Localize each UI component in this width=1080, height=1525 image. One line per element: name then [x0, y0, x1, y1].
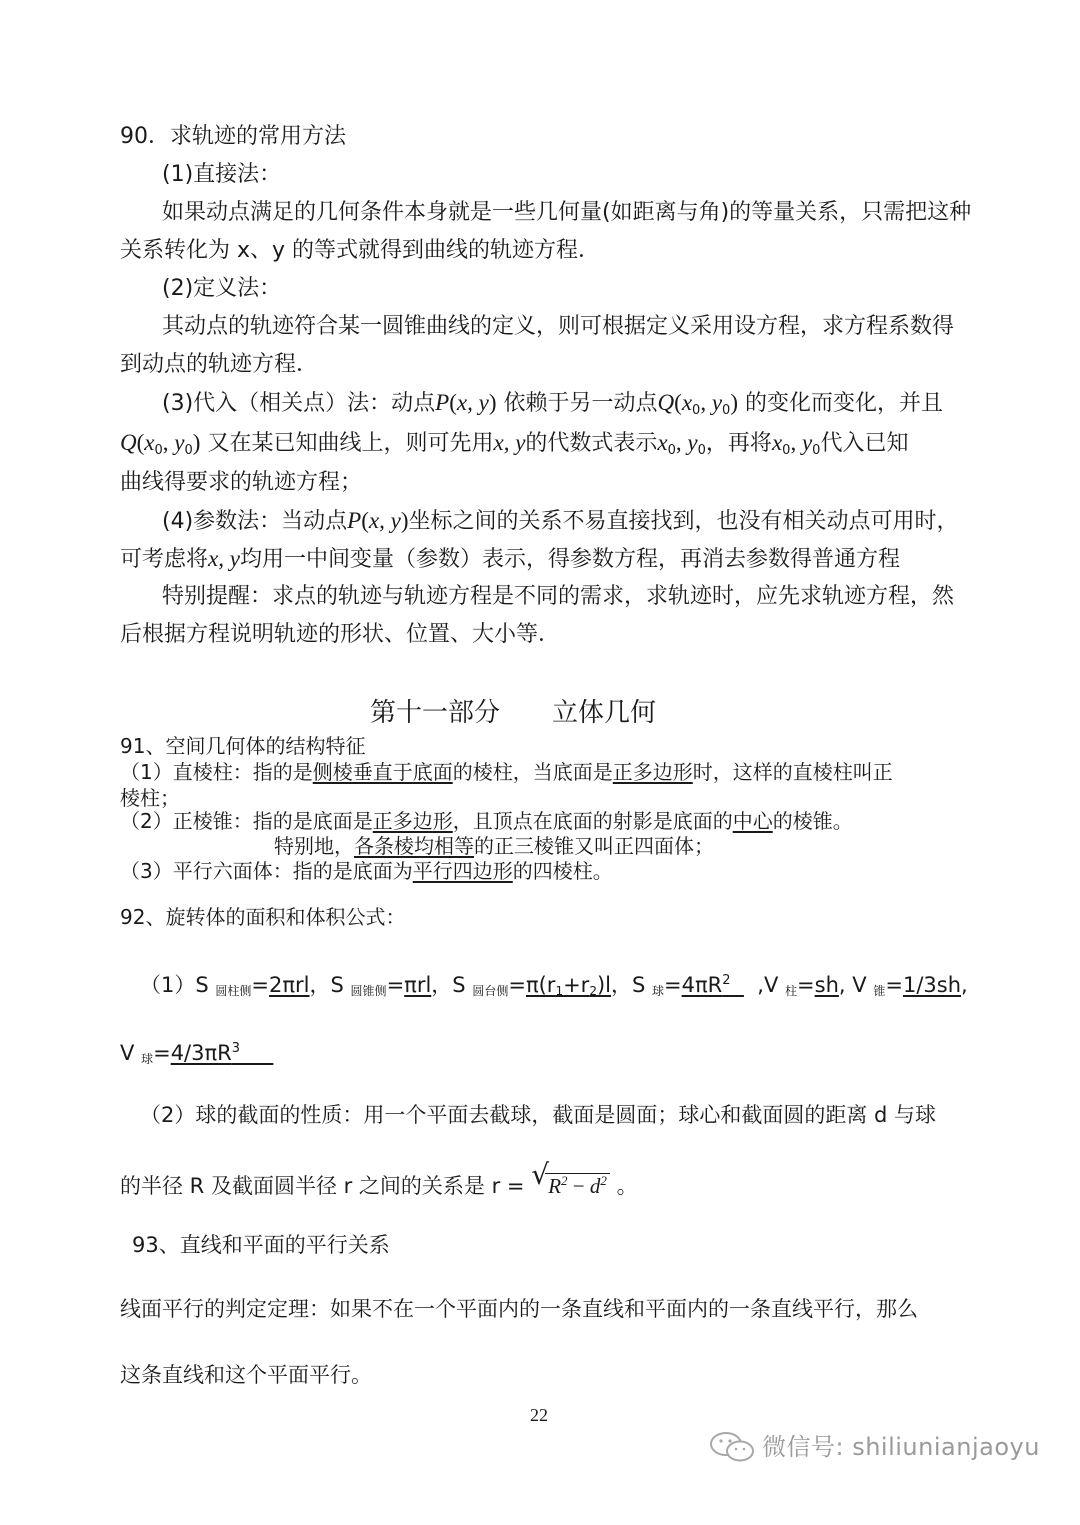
s90-method1-line2: 关系转化为 x、y 的等式就得到曲线的轨迹方程．: [120, 238, 601, 263]
part-label: 第十一部分: [370, 698, 501, 728]
s92-sphere-line2: 的半径 R 及截面圆半径 r 之间的关系是 r = √ $R^2 - d^2$ 。: [120, 1158, 638, 1198]
wechat-icon: [708, 1430, 756, 1464]
s93-line2: 这条直线和这个平面平行。: [120, 1363, 372, 1387]
s90-method1-title: (1)直接法：: [162, 162, 282, 187]
s90-method4-line2: 可考虑将x, y均用一中间变量（参数）表示，得参数方程，再消去参数得普通方程: [120, 546, 900, 572]
s90-method2-line1: 其动点的轨迹符合某一圆锥曲线的定义，则可根据定义采用设方程，求方程系数得: [162, 314, 955, 339]
s90-method1-line1: 如果动点满足的几何条件本身就是一些几何量(如距离与角)的等量关系，只需把这种: [162, 200, 972, 225]
s92-formula-line2: V 球$=4/3\pi R^3$: [120, 1041, 240, 1066]
s90-method3-line2: $Q(x_0$, $y_0$) 又在某已知曲线上，则可先用x, y的代数式表示$x_0$, $y_0$，再将$x_0$, $y_0$代入已知: [120, 430, 909, 458]
s90-method4-line1: (4)参数法：当动点P(x, y)坐标之间的关系不易直接找到，也没有相关动点可用时，: [162, 508, 959, 534]
watermark-text: 微信号: shiliunianjaoyu: [762, 1433, 1040, 1461]
s90-method2-title: (2)定义法：: [162, 276, 282, 301]
s91-item1-line2: 棱柱；: [120, 786, 180, 810]
s91-item3: （3）平行六面体：指的是底面为平行四边形的四棱柱。: [120, 859, 613, 883]
s92-sphere-line1: （2）球的截面的性质：用一个平面去截球，截面是圆面；球心和截面圆的距离 d 与球: [140, 1103, 937, 1127]
s92-formula-line1: （1）S 圆柱侧=2πrl，S 圆锥侧=πrl，S 圆台侧=π(r1+r2)l，S 球$=4\pi R^2$ ,V 柱=sh, V 锥=1/3sh,: [140, 973, 968, 998]
sqrt-expression: √ $R^2 - d^2$: [531, 1168, 610, 1199]
s92-heading: 92、旋转体的面积和体积公式：: [120, 905, 406, 929]
s90-tip-line1: 特别提醒：求点的轨迹与轨迹方程是不同的需求，求轨迹时，应先求轨迹方程，然: [162, 584, 955, 609]
s90-tip-line2: 后根据方程说明轨迹的形状、位置、大小等．: [120, 622, 561, 647]
s90-method2-line2: 到动点的轨迹方程．: [120, 352, 319, 377]
part-title: [370, 696, 656, 730]
part-name: 立体几何: [552, 698, 657, 728]
s91-item1-line1: （1）直棱柱：指的是侧棱垂直于底面的棱柱，当底面是正多边形时，这样的直棱柱叫正: [120, 760, 893, 784]
s91-heading: 91、空间几何体的结构特征: [120, 734, 366, 758]
s91-item2-line1: （2）正棱锥：指的是底面是正多边形，且顶点在底面的射影是底面的中心的棱锥。: [120, 809, 853, 833]
s90-heading: 90．求轨迹的常用方法: [120, 124, 346, 149]
s90-method3-line3: 曲线得要求的轨迹方程；: [120, 470, 363, 495]
s93-heading: 93、直线和平面的平行关系: [132, 1233, 390, 1257]
s93-line1: 线面平行的判定定理：如果不在一个平面内的一条直线和平面内的一条直线平行，那么: [120, 1297, 918, 1321]
s90-method3-line1: (3)代入（相关点）法：动点P(x, y) 依赖于另一动点$Q(x_0$, $y_0$) 的变化而变化，并且: [162, 390, 943, 418]
page-number: 22: [530, 1405, 548, 1425]
s91-item2-line2: 特别地，各条棱均相等的正三棱锥又叫正四面体；: [274, 834, 714, 858]
